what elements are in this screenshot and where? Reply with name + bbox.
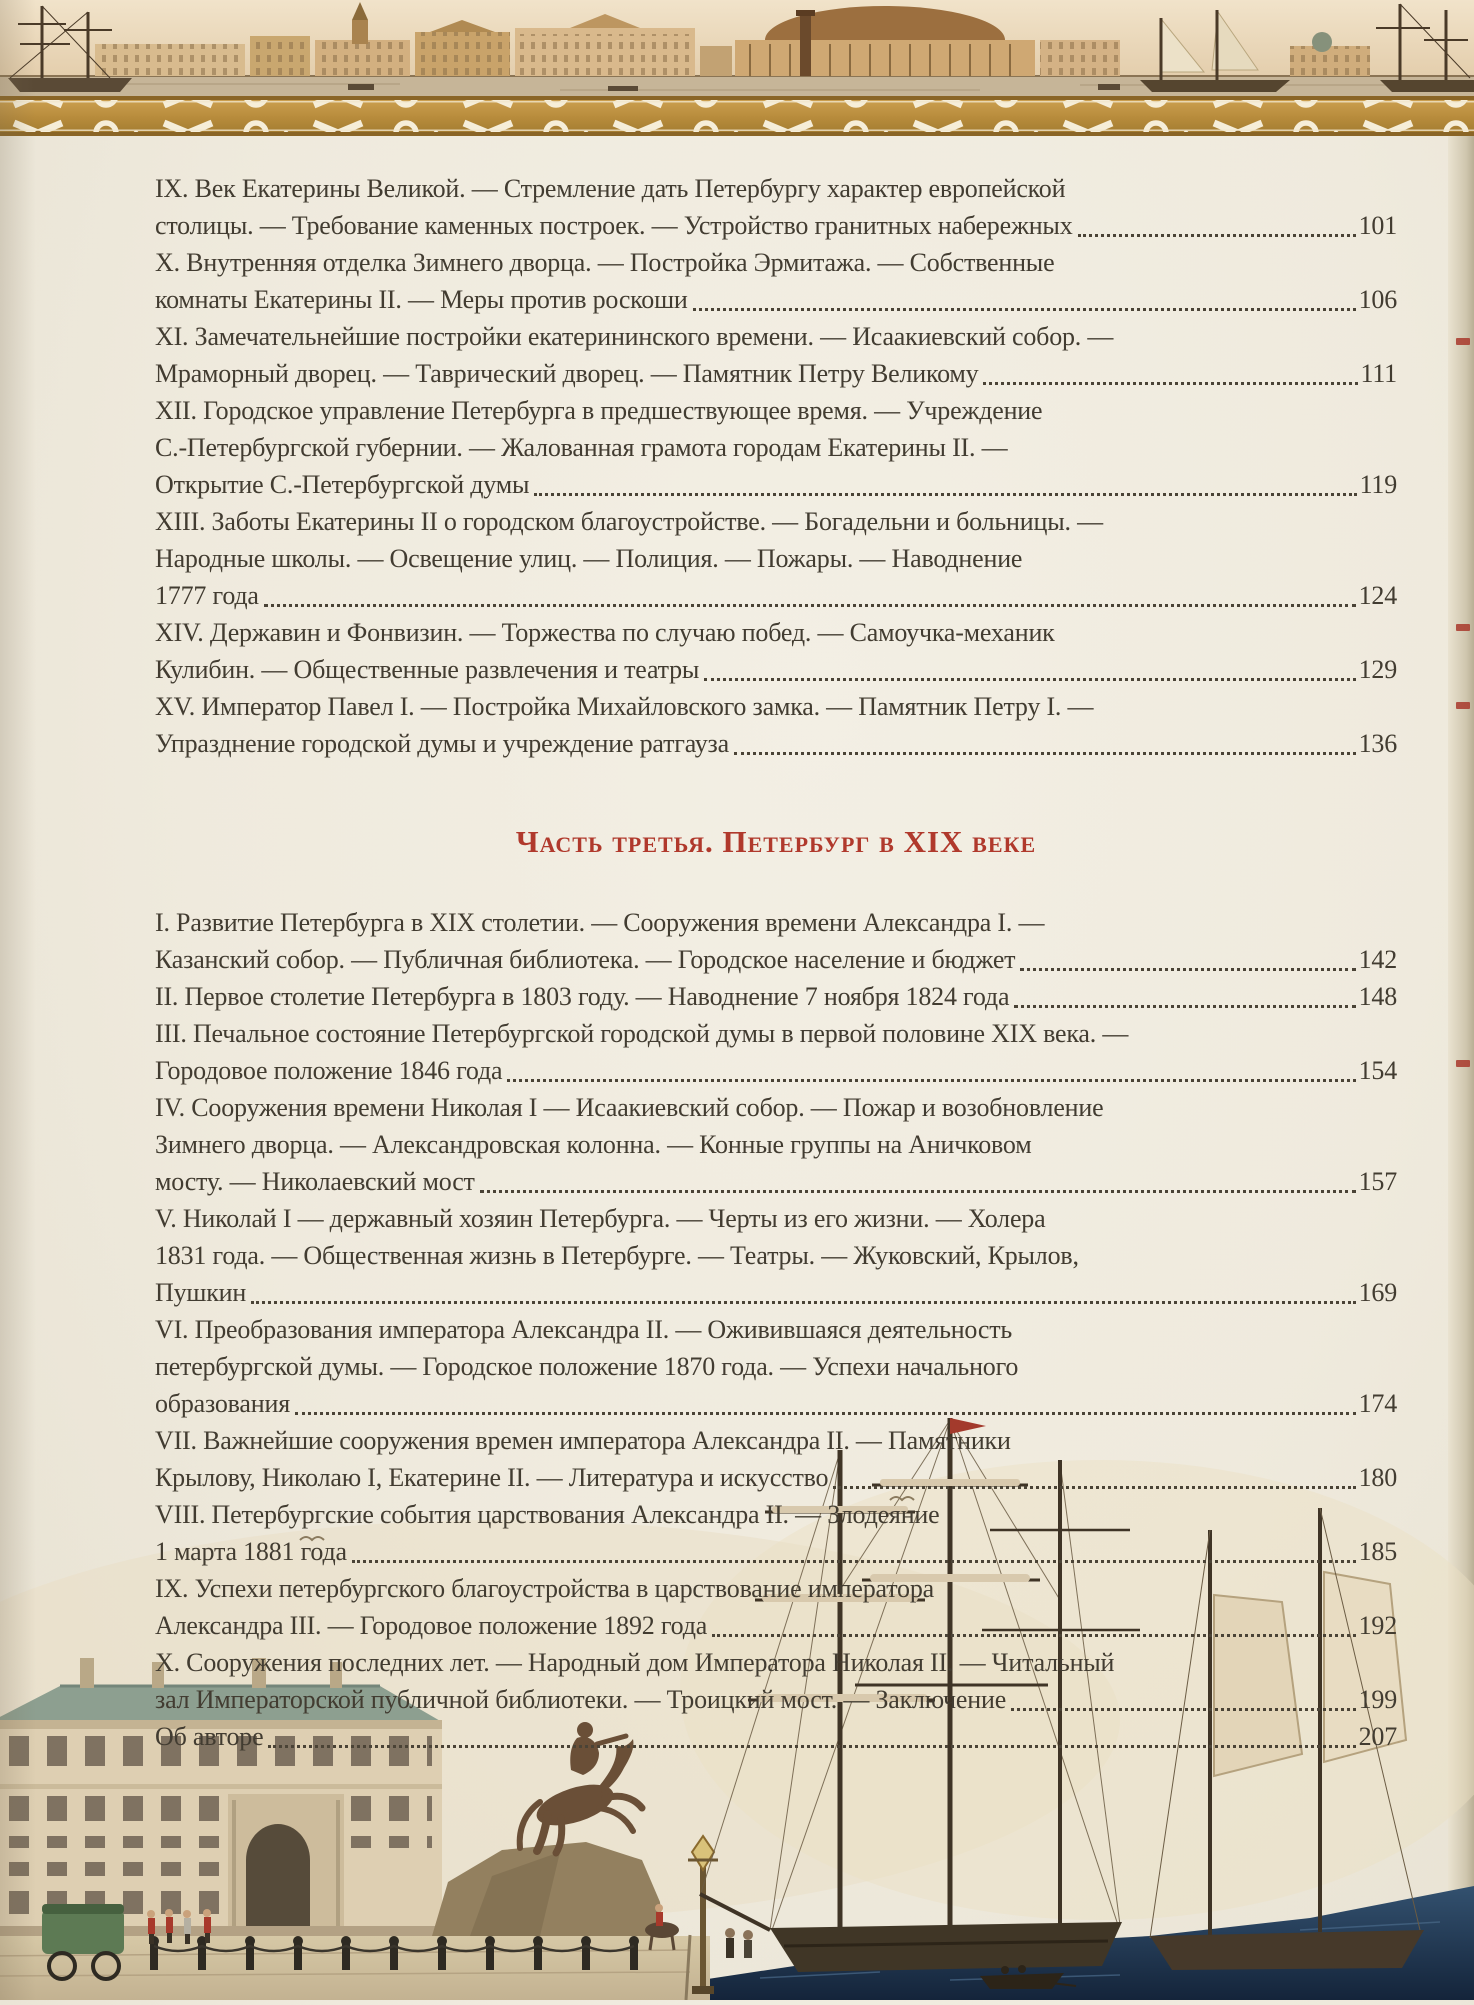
toc-line xyxy=(155,688,1397,725)
toc-line xyxy=(155,1237,1397,1274)
toc-line xyxy=(155,1200,1397,1237)
toc-line-text: Крылову, Николаю I, Екатерине II. — Литература и искусство xyxy=(155,1463,829,1492)
page-number: 207 xyxy=(1358,1722,1397,1751)
toc-line-text: Народные школы. — Освещение улиц. — Полиция. — Пожары. — Наводнение xyxy=(155,544,1023,573)
toc-line-text: Пушкин xyxy=(155,1278,247,1307)
dot-leader xyxy=(264,604,1356,607)
toc-line xyxy=(155,614,1397,651)
toc-line xyxy=(155,1348,1397,1385)
toc-line xyxy=(155,429,1397,466)
toc-line xyxy=(155,1385,1397,1422)
toc-line xyxy=(155,904,1397,941)
toc-line-text: петербургской думы. — Городское положение 1870 года. — Успехи начального xyxy=(155,1352,1019,1381)
page-number: 129 xyxy=(1358,655,1397,684)
toc-line-text: III. Печальное состояние Петербургской городской думы в первой половине XIX века. — xyxy=(155,1019,1129,1048)
page-edge-mark xyxy=(1456,338,1470,345)
dot-leader xyxy=(734,752,1356,755)
toc-line-text: XV. Император Павел I. — Постройка Михайловского замка. — Памятник Петру I. — xyxy=(155,692,1094,721)
toc-line-text: V. Николай I — державный хозяин Петербурга. — Черты из его жизни. — Холера xyxy=(155,1204,1046,1233)
dot-leader xyxy=(693,308,1356,311)
toc-line xyxy=(155,1274,1397,1311)
page-number: 157 xyxy=(1358,1167,1397,1196)
toc-line xyxy=(155,1126,1397,1163)
toc-line-text: Мраморный дворец. — Таврический дворец. — Памятник Петру Великому xyxy=(155,359,979,388)
page-number: 169 xyxy=(1358,1278,1397,1307)
dot-leader xyxy=(507,1079,1355,1082)
gutter-shadow xyxy=(0,0,36,2000)
toc-line xyxy=(155,355,1397,392)
dot-leader xyxy=(712,1634,1356,1637)
page-edge-mark xyxy=(1456,624,1470,631)
dot-leader xyxy=(704,678,1355,681)
toc-line xyxy=(155,1459,1397,1496)
toc-line xyxy=(155,318,1397,355)
page-number: 136 xyxy=(1358,729,1397,758)
toc-line-text: Кулибин. — Общественные развлечения и театры xyxy=(155,655,700,684)
dot-leader xyxy=(833,1486,1355,1489)
toc-line-text: Об авторе xyxy=(155,1722,264,1751)
page-number: 199 xyxy=(1358,1685,1397,1714)
toc-line-text: XI. Замечательнейшие постройки екатерининского времени. — Исаакиевский собор. — xyxy=(155,322,1114,351)
page-edge-mark xyxy=(1456,1060,1470,1067)
toc-line xyxy=(155,978,1397,1015)
toc-line-text: Упразднение городской думы и учреждение ратгауза xyxy=(155,729,729,758)
toc-line-text: IX. Успехи петербургского благоустройства в царствование императора xyxy=(155,1574,934,1603)
toc-line-text: Открытие С.-Петербургской думы xyxy=(155,470,530,499)
toc-line-text: I. Развитие Петербурга в XIX столетии. — Сооружения времени Александра I. — xyxy=(155,908,1045,937)
toc-line-text: II. Первое столетие Петербурга в 1803 году. — Наводнение 7 ноября 1824 года xyxy=(155,982,1010,1011)
toc-line-text: 1 марта 1881 года xyxy=(155,1537,347,1566)
table-of-contents xyxy=(155,170,1397,1755)
page-number: 180 xyxy=(1358,1463,1397,1492)
toc-line xyxy=(155,941,1397,978)
dot-leader xyxy=(534,493,1356,496)
toc-line xyxy=(155,1496,1397,1533)
toc-line xyxy=(155,281,1397,318)
toc-line-text: Казанский собор. — Публичная библиотека. — Городское население и бюджет xyxy=(155,945,1016,974)
panorama-illustration xyxy=(0,0,1474,136)
page-number: 142 xyxy=(1358,945,1397,974)
toc-line-text: С.-Петербургской губернии. — Жалованная грамота городам Екатерины II. — xyxy=(155,433,1008,462)
dot-leader xyxy=(268,1745,1355,1748)
page-number: 124 xyxy=(1358,581,1397,610)
toc-line-text: зал Императорской публичной библиотеки. — Троицкий мост. — Заключение xyxy=(155,1685,1007,1714)
toc-line-text: образования xyxy=(155,1389,290,1418)
toc-line xyxy=(155,1052,1397,1089)
dot-leader xyxy=(1078,234,1356,237)
toc-line-text: VI. Преобразования императора Александра II. — Оживившаяся деятельность xyxy=(155,1315,1013,1344)
ornamental-frieze xyxy=(0,96,1474,136)
toc-line xyxy=(155,1089,1397,1126)
page-number: 101 xyxy=(1358,211,1397,240)
toc-line-text: VIII. Петербургские события царствования Александра II. — Злодеяние xyxy=(155,1500,940,1529)
toc-line xyxy=(155,1311,1397,1348)
toc-line-text: X. Внутренняя отделка Зимнего дворца. — Постройка Эрмитажа. — Собственные xyxy=(155,248,1055,277)
toc-line-text: столицы. — Требование каменных построек. — Устройство гранитных набережных xyxy=(155,211,1073,240)
toc-line xyxy=(155,1607,1397,1644)
dot-leader xyxy=(352,1560,1356,1563)
dot-leader xyxy=(480,1190,1356,1193)
toc-line xyxy=(155,466,1397,503)
toc-line xyxy=(155,1015,1397,1052)
page-number: 174 xyxy=(1358,1389,1397,1418)
dot-leader xyxy=(295,1412,1356,1415)
toc-line xyxy=(155,503,1397,540)
toc-line xyxy=(155,1718,1397,1755)
toc-line xyxy=(155,1644,1397,1681)
toc-line xyxy=(155,577,1397,614)
toc-part3 xyxy=(155,904,1397,1755)
toc-line-text: мосту. — Николаевский мост xyxy=(155,1167,475,1196)
toc-line-text: X. Сооружения последних лет. — Народный дом Императора Николая II. — Читальный xyxy=(155,1648,1115,1677)
toc-line-text: IX. Век Екатерины Великой. — Стремление дать Петербургу характер европейской xyxy=(155,174,1066,203)
page-number: 192 xyxy=(1358,1611,1397,1640)
toc-line-text: 1777 года xyxy=(155,581,259,610)
toc-line-text: XIV. Державин и Фонвизин. — Торжества по случаю побед. — Самоучка-механик xyxy=(155,618,1055,647)
toc-line-text: XII. Городское управление Петербурга в предшествующее время. — Учреждение xyxy=(155,396,1043,425)
dot-leader xyxy=(1014,1005,1355,1008)
toc-line-text: Зимнего дворца. — Александровская колонна. — Конные группы на Аничковом xyxy=(155,1130,1032,1159)
toc-line-text: 1831 года. — Общественная жизнь в Петербурге. — Театры. — Жуковский, Крылов, xyxy=(155,1241,1079,1270)
toc-line-text: XIII. Заботы Екатерины II о городском благоустройстве. — Богадельни и больницы. — xyxy=(155,507,1103,536)
toc-line xyxy=(155,540,1397,577)
toc-line xyxy=(155,170,1397,207)
dot-leader xyxy=(983,382,1357,385)
toc-line xyxy=(155,244,1397,281)
page-edge-mark xyxy=(1456,702,1470,709)
page-number: 154 xyxy=(1358,1056,1397,1085)
toc-line xyxy=(155,1163,1397,1200)
page-number: 119 xyxy=(1359,470,1397,499)
page-number: 185 xyxy=(1358,1537,1397,1566)
toc-line-text: Александра III. — Городовое положение 1892 года xyxy=(155,1611,708,1640)
toc-line xyxy=(155,207,1397,244)
toc-line xyxy=(155,1422,1397,1459)
toc-line xyxy=(155,651,1397,688)
toc-part2-continuation xyxy=(155,170,1397,762)
page-number: 106 xyxy=(1358,285,1397,314)
dot-leader xyxy=(1020,968,1355,971)
toc-line xyxy=(155,392,1397,429)
toc-line xyxy=(155,1533,1397,1570)
dot-leader xyxy=(251,1301,1356,1304)
toc-line xyxy=(155,1570,1397,1607)
toc-line-text: VII. Важнейшие сооружения времен императора Александра II. — Памятники xyxy=(155,1426,1011,1455)
toc-line-text: Городовое положение 1846 года xyxy=(155,1056,503,1085)
toc-line xyxy=(155,1681,1397,1718)
part3-section-heading: Часть третья. Петербург в XIX веке xyxy=(515,824,1037,859)
top-panorama-engraving xyxy=(0,0,1474,136)
toc-line-text: IV. Сооружения времени Николая I — Исаакиевский собор. — Пожар и возобновление xyxy=(155,1093,1104,1122)
dot-leader xyxy=(1011,1708,1356,1711)
page-number: 148 xyxy=(1358,982,1397,1011)
toc-line-text: комнаты Екатерины II. — Меры против роскоши xyxy=(155,285,688,314)
toc-line xyxy=(155,725,1397,762)
page-number: 111 xyxy=(1360,359,1397,388)
